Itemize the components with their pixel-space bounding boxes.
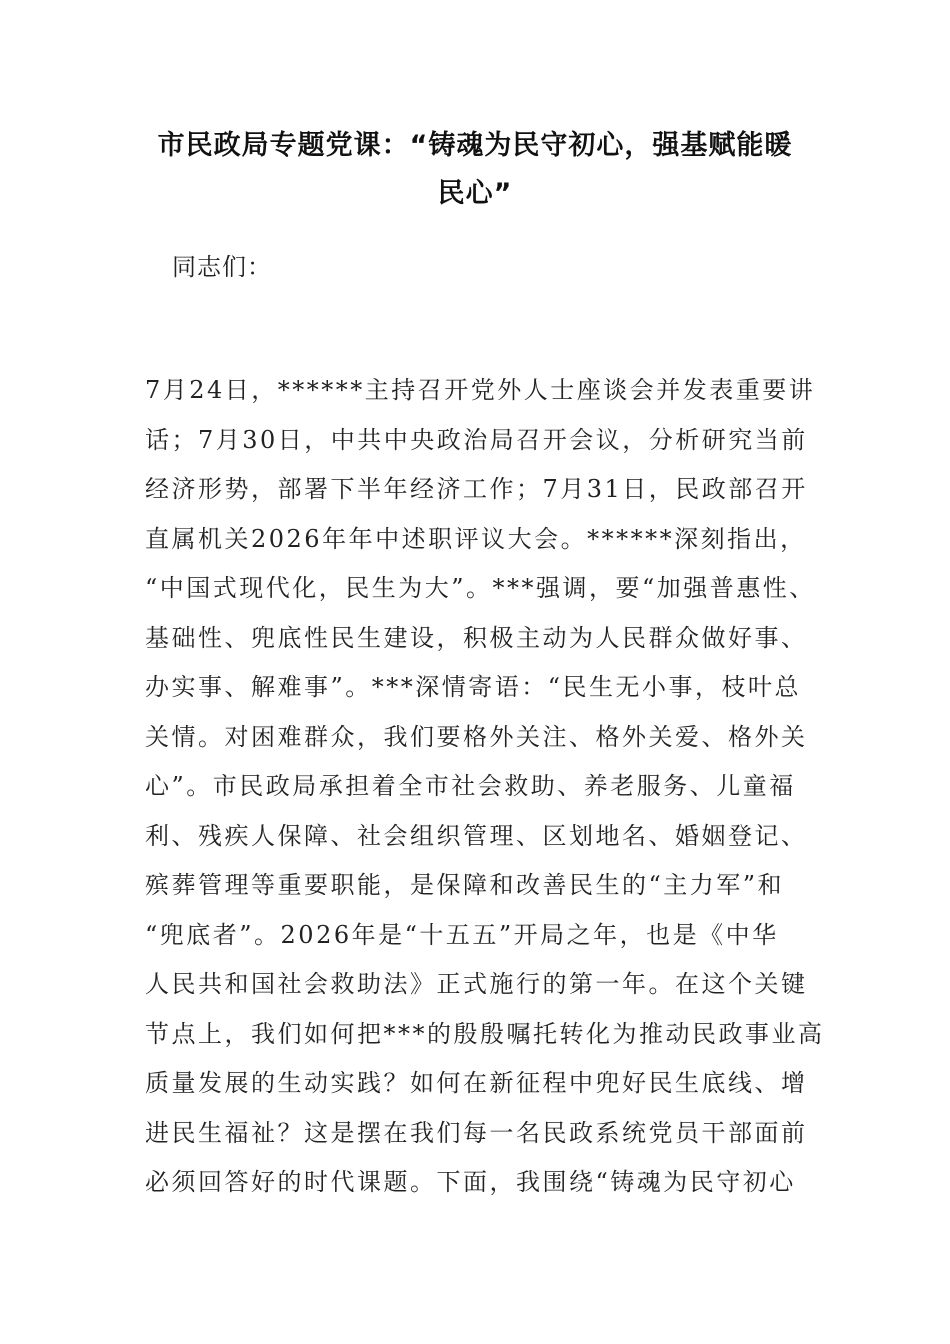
paragraph-line: 进民生福祉？这是摆在我们每一名民政系统党员干部面前 (145, 1118, 808, 1147)
paragraph-line: 办实事、解难事”。***深情寄语：“民生无小事，枝叶总 (145, 673, 802, 701)
paragraph-line: 节点上，我们如何把***的殷殷嘱托转化为推动民政事业高 (145, 1019, 825, 1048)
paragraph-line: 直属机关2026年年中述职评议大会。******深刻指出， (145, 524, 807, 553)
paragraph-line: 关情。对困难群众，我们要格外关注、格外关爱、格外关 (145, 722, 808, 751)
document-title (140, 122, 810, 218)
paragraph-line: “兜底者”。2026年是“十五五”开局之年，也是《中华 (145, 920, 779, 949)
body-paragraph (145, 366, 825, 1208)
paragraph-line: “中国式现代化，民生为大”。***强调，要“加强普惠性、 (145, 574, 816, 602)
paragraph-line: 话；7月30日，中共中央政治局召开会议，分析研究当前 (145, 425, 808, 454)
title-line-1: 市民政局专题党课：“铸魂为民守初心，强基赋能暖 (157, 130, 793, 161)
paragraph-line: 利、残疾人保障、社会组织管理、区划地名、婚姻登记、 (145, 821, 808, 850)
title-line-2: 民心” (437, 178, 513, 209)
paragraph-line: 必须回答好的时代课题。下面，我围绕“铸魂为民守初心 (145, 1168, 796, 1196)
paragraph-line: 心”。市民政局承担着全市社会救助、养老服务、儿童福 (145, 772, 796, 800)
paragraph-line: 7月24日，******主持召开党外人士座谈会并发表重要讲 (145, 376, 816, 404)
paragraph-line: 基础性、兜底性民生建设，积极主动为人民群众做好事、 (145, 623, 808, 652)
greeting: 同志们： (172, 253, 272, 281)
paragraph-line: 经济形势，部署下半年经济工作；7月31日，民政部召开 (145, 475, 808, 503)
paragraph-line: 质量发展的生动实践？如何在新征程中兜好民生底线、增 (145, 1069, 808, 1097)
paragraph-line: 人民共和国社会救助法》正式施行的第一年。在这个关键 (145, 970, 808, 998)
paragraph-line: 殡葬管理等重要职能，是保障和改善民生的“主力军”和 (145, 871, 785, 899)
